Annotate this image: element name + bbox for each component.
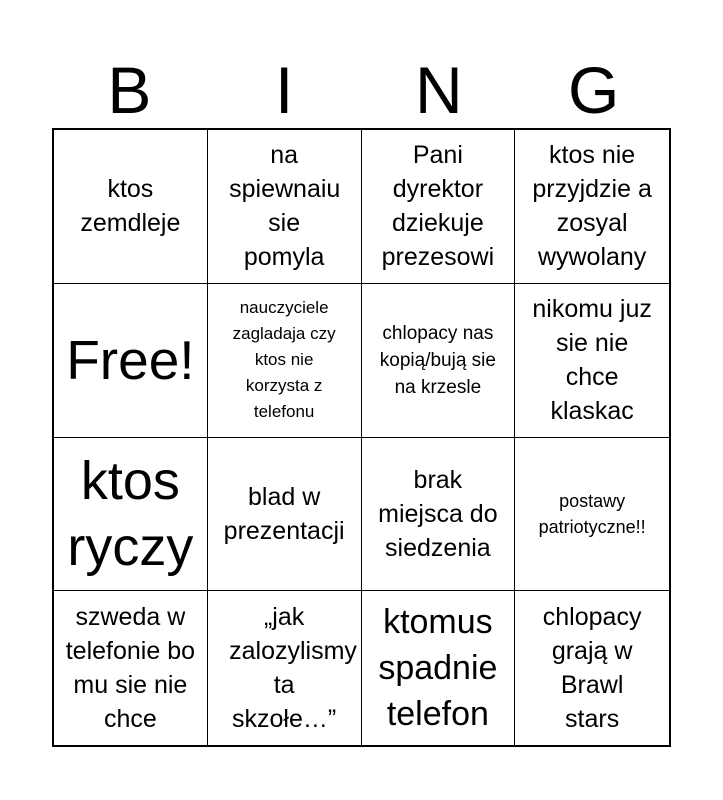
bingo-cell[interactable]	[515, 591, 669, 745]
cell-text: na spiewnaiu sie pomyla	[229, 141, 341, 272]
bingo-cell[interactable]	[208, 284, 362, 438]
bingo-cell[interactable]	[54, 130, 208, 284]
cell-text: Pani dyrektor dziekuje prezesowi	[381, 141, 495, 272]
header-letter-b: B	[107, 53, 152, 127]
cell-text: chlopacy grają w Brawl stars	[542, 603, 642, 734]
bingo-cell[interactable]	[54, 591, 208, 745]
bingo-cell[interactable]	[362, 130, 516, 284]
free-space-text: Free!	[66, 329, 195, 392]
header-letter-i: I	[274, 53, 294, 127]
cell-text: brak miejsca do siedzenia	[378, 465, 498, 562]
cell-text: ktomus spadnie telefon	[378, 603, 498, 734]
cell-text: postawy patriotyczne!!	[538, 490, 646, 537]
bingo-cell-free[interactable]	[54, 284, 208, 438]
cell-text: nauczyciele zagladaja czy ktos nie korzysta z telefonu	[232, 298, 336, 422]
cell-text: ktos nie przyjdzie a zosyal wywolany	[532, 141, 652, 272]
bingo-cell[interactable]	[362, 438, 516, 592]
bingo-cell[interactable]	[362, 591, 516, 745]
header-letter-g: G	[567, 53, 620, 127]
bingo-cell[interactable]	[515, 284, 669, 438]
cell-text: szweda w telefonie bo mu sie nie chce	[65, 603, 196, 734]
cell-text: ktos ryczy	[67, 450, 194, 577]
bingo-cell[interactable]	[515, 130, 669, 284]
bingo-cell[interactable]	[208, 591, 362, 745]
bingo-header	[52, 52, 671, 128]
cell-text: „jak zalozylismy ta skzołe…”	[229, 603, 357, 734]
cell-text: blad w prezentacji	[223, 482, 345, 545]
bingo-cell[interactable]	[208, 130, 362, 284]
bingo-cell[interactable]	[54, 438, 208, 592]
bingo-board	[52, 128, 671, 747]
cell-text: nikomu juz sie nie chce klaskac	[532, 295, 652, 426]
header-letter-n: N	[415, 53, 463, 127]
bingo-cell[interactable]	[362, 284, 516, 438]
cell-text: chlopacy nas kopią/bują sie na krzesle	[379, 322, 496, 398]
cell-text: ktos zemdleje	[80, 175, 181, 238]
bingo-cell[interactable]	[515, 438, 669, 592]
bingo-cell[interactable]	[208, 438, 362, 592]
